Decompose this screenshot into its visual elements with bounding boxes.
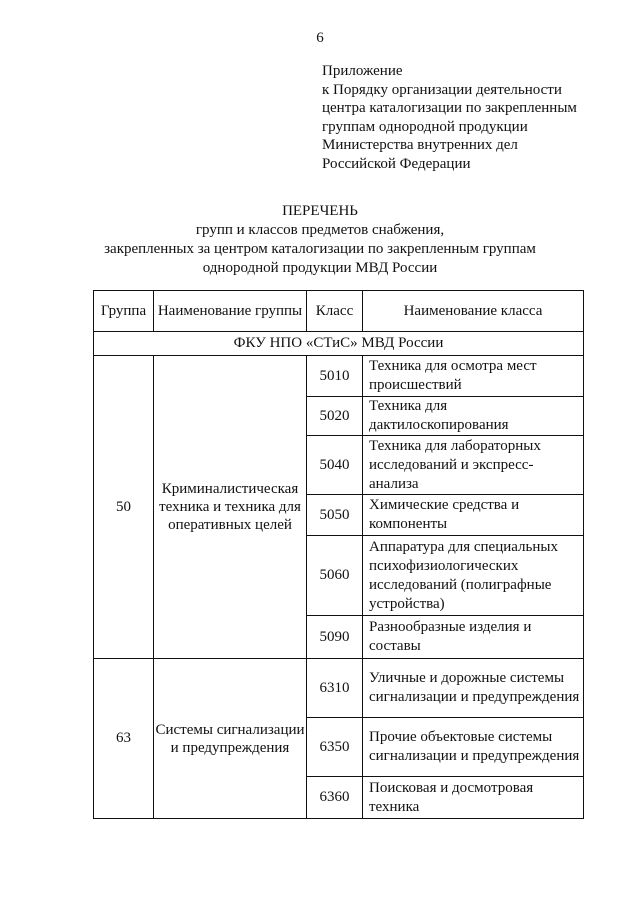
organization-name: ФКУ НПО «СТиС» МВД России xyxy=(94,332,584,356)
class-code: 5010 xyxy=(307,356,363,397)
group-name: Криминалистическая техника и техника для оперативных целей xyxy=(154,356,307,659)
title-heading: ПЕРЕЧЕНЬ xyxy=(282,203,358,219)
group-code: 63 xyxy=(94,659,154,819)
class-name: Прочие объектовые системы сигнализации и предупреждения xyxy=(363,718,584,777)
header-class-name: Наименование класса xyxy=(363,291,584,332)
table-row xyxy=(94,356,584,397)
class-code: 5020 xyxy=(307,397,363,436)
document-title xyxy=(0,202,640,278)
group-code: 50 xyxy=(94,356,154,659)
class-code: 6310 xyxy=(307,659,363,718)
class-name: Техника для дактилоскопирования xyxy=(363,397,584,436)
header-class: Класс xyxy=(307,291,363,332)
appendix-line: Министерства внутренних дел xyxy=(322,137,518,154)
table-row xyxy=(94,659,584,718)
title-line: групп и классов предметов снабжения, xyxy=(195,222,445,238)
header-group: Группа xyxy=(94,291,154,332)
page-number: 6 xyxy=(316,30,324,46)
title-line: однородной продукции МВД России xyxy=(202,260,438,276)
class-code: 5040 xyxy=(307,436,363,495)
appendix-line: к Порядку организации деятельности xyxy=(322,81,562,98)
class-code: 6350 xyxy=(307,718,363,777)
appendix-line: Российской Федерации xyxy=(322,155,471,172)
groups-table xyxy=(93,290,584,819)
class-name: Химические средства и компоненты xyxy=(363,495,584,536)
class-code: 5060 xyxy=(307,536,363,616)
appendix-line: группам однородной продукции xyxy=(322,118,528,135)
class-name: Поисковая и досмотровая техника xyxy=(363,777,584,819)
class-name: Техника для лабораторных исследований и экспресс-анализа xyxy=(363,436,584,495)
class-name: Аппаратура для специальных психофизиологических исследований (полиграфные устройства) xyxy=(363,536,584,616)
appendix-line: Приложение xyxy=(322,63,403,79)
title-line: закрепленных за центром каталогизации по закрепленным группам xyxy=(104,241,536,257)
class-code: 5050 xyxy=(307,495,363,536)
appendix-line: центра каталогизации по закрепленным xyxy=(322,100,577,117)
class-name: Техника для осмотра мест происшествий xyxy=(363,356,584,397)
class-code: 5090 xyxy=(307,616,363,659)
class-code: 6360 xyxy=(307,777,363,819)
group-name: Системы сигнализации и предупреждения xyxy=(154,659,307,819)
organization-row xyxy=(94,332,584,356)
appendix-note xyxy=(322,62,577,174)
table-header-row xyxy=(94,291,584,332)
header-group-name: Наименование группы xyxy=(154,291,307,332)
class-name: Уличные и дорожные системы сигнализации и предупреждения xyxy=(363,659,584,718)
class-name: Разнообразные изделия и составы xyxy=(363,616,584,659)
